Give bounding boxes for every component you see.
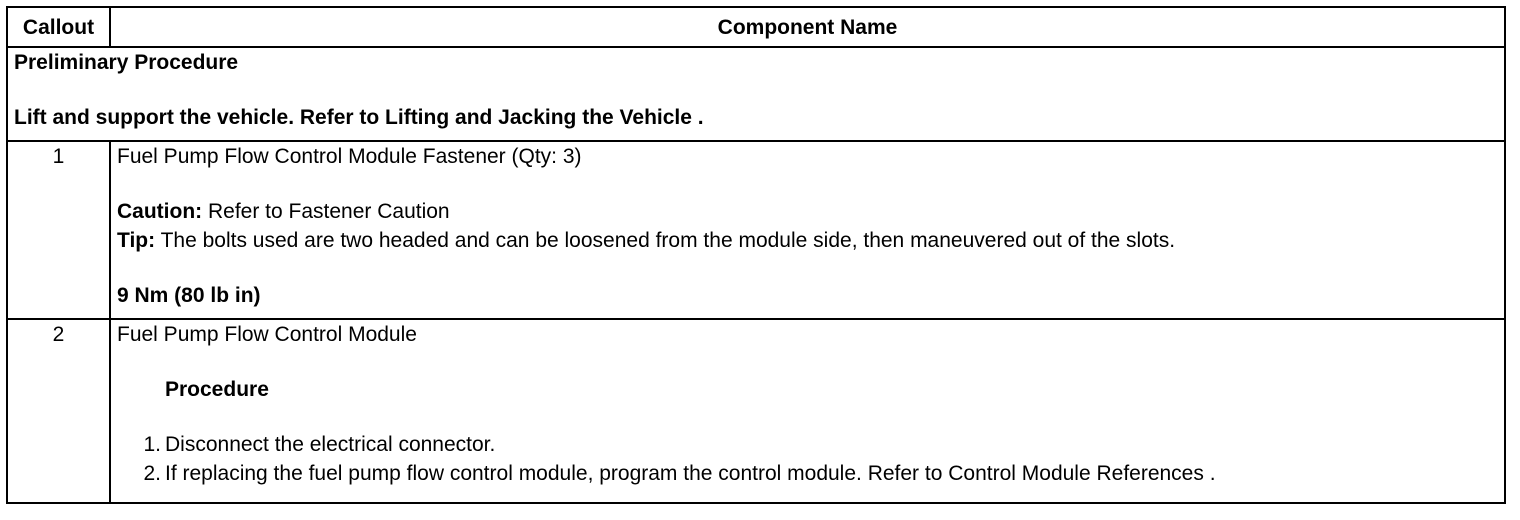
header-callout: Callout xyxy=(7,7,110,47)
tip-line xyxy=(117,226,1498,255)
table-row xyxy=(7,319,1505,503)
step-number: 1. xyxy=(143,433,161,456)
caution-line xyxy=(117,197,1498,226)
callout-number: 1 xyxy=(7,141,110,319)
preliminary-title: Preliminary Procedure xyxy=(14,51,239,74)
list-item xyxy=(117,459,1498,488)
component-cell xyxy=(110,141,1505,319)
component-table xyxy=(6,6,1506,504)
component-cell xyxy=(110,319,1505,503)
component-name: Fuel Pump Flow Control Module xyxy=(117,323,417,346)
header-component-name: Component Name xyxy=(110,7,1505,47)
step-text: Disconnect the electrical connector. xyxy=(165,433,496,456)
list-item xyxy=(117,430,1498,459)
tip-text: The bolts used are two headed and can be loosened from the module side, then maneuvered out of the slots. xyxy=(155,229,1176,252)
caution-text: Refer to Fastener Caution xyxy=(202,200,450,223)
callout-number: 2 xyxy=(7,319,110,503)
component-name: Fuel Pump Flow Control Module Fastener (Qty: 3) xyxy=(117,145,582,168)
preliminary-cell xyxy=(7,47,1505,141)
tip-label: Tip: xyxy=(117,229,156,252)
procedure-steps xyxy=(117,430,1498,488)
preliminary-row xyxy=(7,47,1505,141)
torque-spec: 9 Nm (80 lb in) xyxy=(117,284,261,307)
preliminary-text: Lift and support the vehicle. Refer to Lifting and Jacking the Vehicle . xyxy=(14,106,704,129)
caution-label: Caution: xyxy=(117,200,203,223)
table-row xyxy=(7,141,1505,319)
step-text: If replacing the fuel pump flow control module, program the control module. Refer to Control Module References . xyxy=(165,462,1216,485)
procedure-heading: Procedure xyxy=(165,378,269,401)
step-number: 2. xyxy=(143,462,161,485)
header-row xyxy=(7,7,1505,47)
